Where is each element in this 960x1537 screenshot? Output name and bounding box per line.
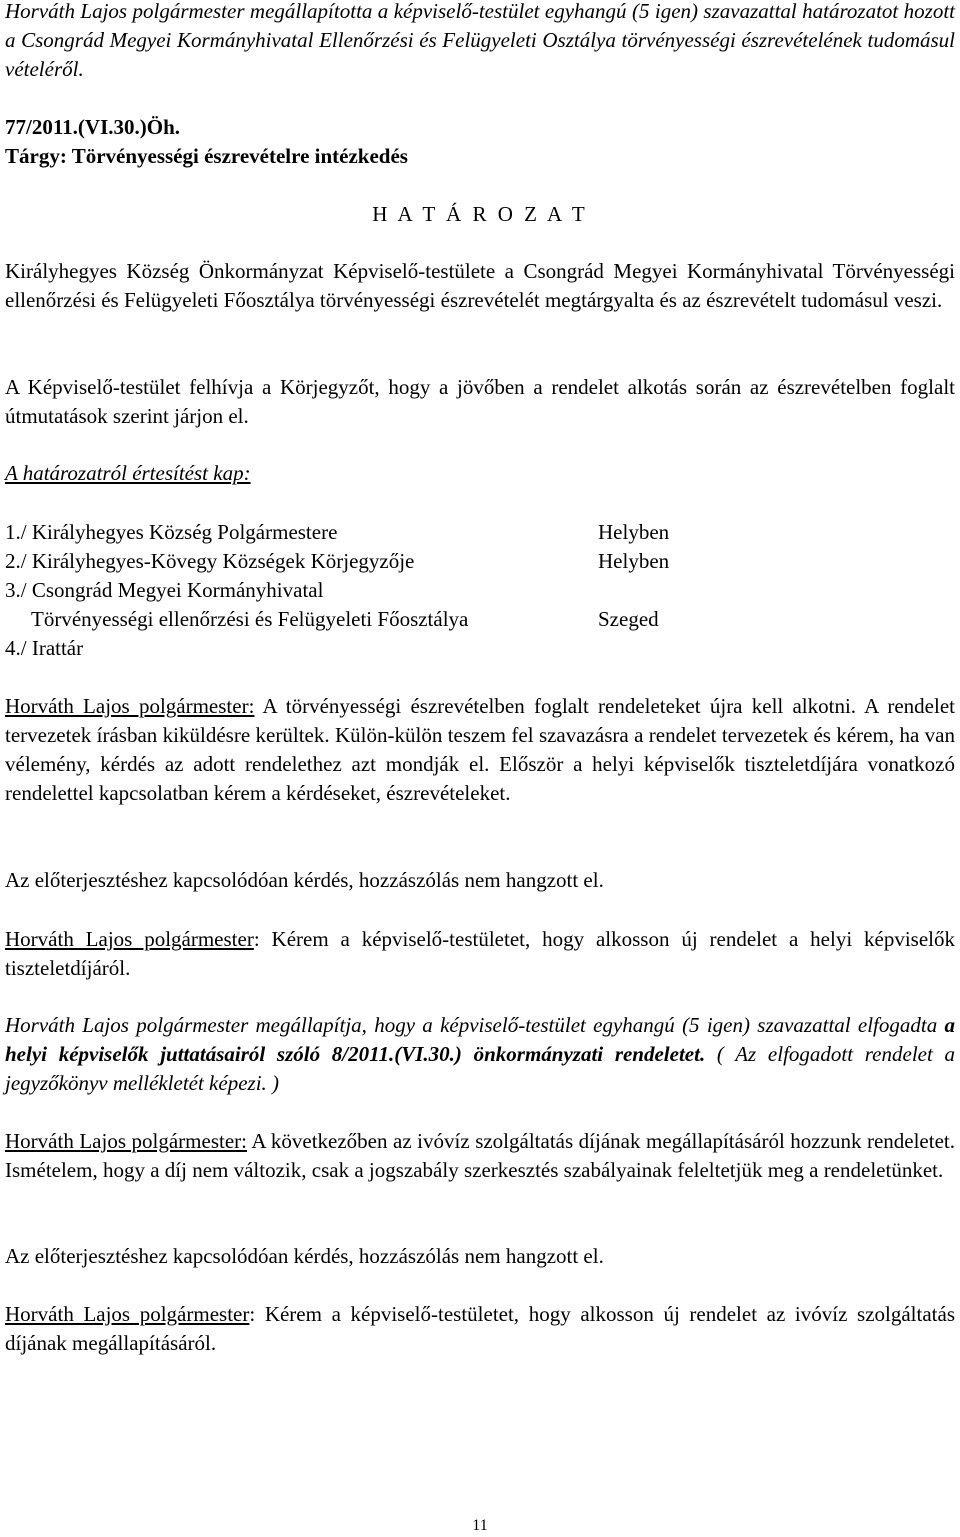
list-item (5, 576, 955, 605)
speech-text: A törvényességi észrevételben foglalt rendeleteket újra kell alkotni. A rendelet tervezetek írásban kiküldésre kerültek. Külön-külön teszem fel szavazásra a rendelet tervezetek és kérem, ha van vélemény, kérdés az adott rendelethez azt mondják el. Először a helyi képviselők tiszteletdíjára vonatkozó rendelettel kapcsolatban kérem a kérdéseket, észrevételeket. (5, 694, 955, 805)
no-comment-note-2: Az előterjesztéshez kapcsolódóan kérdés, hozzászólás nem hangzott el. (5, 1244, 604, 1268)
speech-text: : Kérem a képviselő-testületet, hogy alkosson új rendelet az ivóvíz szolgáltatás díjának megállapításáról. (5, 1302, 956, 1355)
distribution-list (5, 518, 955, 663)
list-item (5, 634, 955, 663)
decision-paragraph (5, 1011, 955, 1098)
speech-paragraph-4 (5, 1300, 955, 1358)
resolution-number: 77/2011.(VI.30.)Öh. (5, 115, 181, 139)
speaker-name: Horváth Lajos polgármester: (5, 694, 255, 718)
speaker-name: Horváth Lajos polgármester: (5, 1129, 247, 1153)
distribution-name: Törvényességi ellenőrzési és Felügyeleti Főosztálya (31, 607, 469, 631)
distribution-name: 3./ Csongrád Megyei Kormányhivatal (5, 578, 324, 602)
list-item (5, 605, 955, 634)
distribution-name: 4./ Irattár (5, 636, 84, 660)
page-number: 11 (472, 1517, 488, 1534)
intro-paragraph: Horváth Lajos polgármester megállapította a képviselő-testület egyhangú (5 igen) szavazattal határozatot hozott a Csongrád Megyei Kormányhivatal Ellenőrzési és Felügyeleti Osztálya törvényességi észrevételének tudomásul vételéről. (5, 0, 955, 81)
list-item (5, 547, 955, 576)
speech-paragraph-2 (5, 925, 955, 983)
resolution-paragraph-2: A Képviselő-testület felhívja a Körjegyzőt, hogy a jövőben a rendelet alkotás során az észrevételben foglalt útmutatások szerint járjon el. (5, 375, 955, 428)
notify-heading-text: A határozatról értesítést kap: (5, 461, 251, 485)
notify-heading (5, 459, 955, 488)
distribution-place: Helyben (598, 520, 670, 544)
speech-paragraph-3 (5, 1127, 955, 1185)
speech-text: A következőben az ivóvíz szolgáltatás díjának megállapításáról hozzunk rendeletet. Ismételem, hogy a díj nem változik, csak a jogszabály szerkesztés szabályainak feleltetjük meg a rendeletünket. (5, 1129, 955, 1182)
speech-paragraph-1 (5, 692, 955, 808)
resolution-paragraph-1: Királyhegyes Község Önkormányzat Képviselő-testülete a Csongrád Megyei Kormányhivatal Törvényességi ellenőrzési és Felügyeleti Főosztálya törvényességi észrevételét megtárgyalta és az észrevételt tudomásul veszi. (5, 259, 955, 312)
decision-note: ( Az elfogadott rendelet a jegyzőkönyv mellékletét képezi. ) (5, 1042, 956, 1095)
no-comment-note-1: Az előterjesztéshez kapcsolódóan kérdés, hozzászólás nem hangzott el. (5, 868, 604, 892)
list-item (5, 518, 955, 547)
distribution-name: 2./ Királyhegyes-Kövegy Községek Körjegyzője (5, 549, 415, 573)
resolution-heading: H A T Á R O Z A T (372, 202, 588, 226)
distribution-name: 1./ Királyhegyes Község Polgármestere (5, 520, 338, 544)
decision-bold-text: a helyi képviselők juttatásairól szóló 8/2011.(VI.30.) önkormányzati rendeletet. (5, 1013, 955, 1066)
speaker-name: Horváth Lajos polgármester (5, 1302, 250, 1326)
distribution-place: Helyben (598, 549, 670, 573)
speech-text: : Kérem a képviselő-testületet, hogy alkosson új rendelet a helyi képviselők tiszteletdíjáról. (5, 927, 956, 980)
decision-text: Horváth Lajos polgármester megállapítja, hogy a képviselő-testület egyhangú (5 igen) szavazattal elfogadta (5, 1013, 945, 1037)
resolution-subject: Tárgy: Törvényességi észrevételre intézkedés (5, 144, 408, 168)
distribution-place: Szeged (598, 607, 659, 631)
speaker-name: Horváth Lajos polgármester (5, 927, 254, 951)
